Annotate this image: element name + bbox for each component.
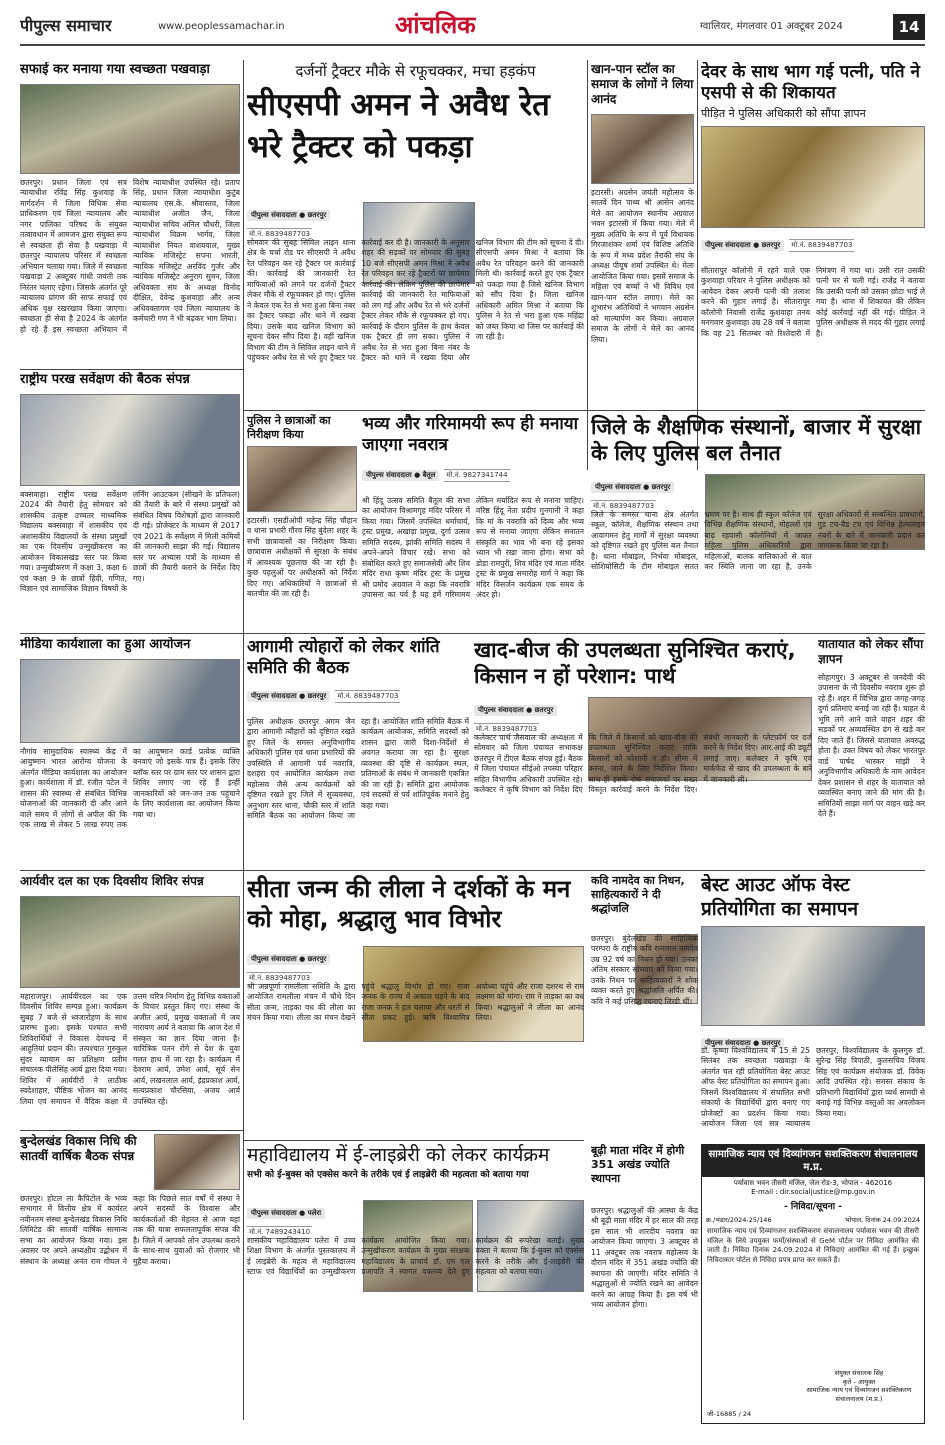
headline: आर्यवीर दल का एक दिवसीय शिविर संपन्न xyxy=(20,874,204,888)
article-budhi-mata xyxy=(591,1144,698,1424)
headline: पुलिस ने छात्राओं का निरीक्षण किया xyxy=(247,414,331,441)
byline: पीपुल्स संवाददाता ● पलेरा xyxy=(247,1208,325,1219)
byline-block xyxy=(701,232,925,254)
article-body: जिले के समस्त थाना क्षेत्र अंतर्गत स्कूल, कॉलेज, शैक्षणिक संस्थान तथा आवागमन हेतु मार्गों में सुरक्षा व्यवस्था को दृष्टिगत रखते हुए पुलिस बल तैनात है। थाना मोबाइल, निर्भया मोबाइल, सोशियोसिटी के टीम मोबाइल सतत भ्रमण पर है। साथ ही स्कूल कॉलेज एवं विभिन्न शैक्षणिक संस्थानों, मोहल्लों एवं बाढ़ रहवासी कॉलोनियों में जाकर महिला पुलिस अधिकारियों द्वारा महिलाओं, बालक बालिकाओं से बात कर स्थिति जाना जा रहा है, उनके सुरक्षा अधिकारों से सम्बन्धित प्रावधानों, गुड टच-बैड टच एवं विभिन्न हेल्पलाइन नंबरों के बारे में जानकारी प्रदान कर जागरूक किया जा रहा है। xyxy=(591,510,925,572)
headline: राष्ट्रीय परख सर्वेक्षण की बैठक संपन्न xyxy=(20,372,190,387)
article-traffic-memo xyxy=(818,637,925,867)
article-poet-tribute xyxy=(591,874,698,1137)
headline: महाविद्यालय में ई-लाइब्रेरी को लेकर कार्यक्रम xyxy=(247,1144,550,1166)
article-sand-tractor xyxy=(247,62,584,407)
article-media-workshop xyxy=(20,637,240,867)
mobile-number: मो.नं. 8839487703 xyxy=(335,690,400,703)
article-body: छतरपुर। बुंदेलखंड की साहित्यिक परम्परा के राष्ट्रीय कवि रत्नलाल नामदेव उम्र 92 वर्ष का निधन हो गया। उनका अंतिम संस्कार सोमवार को किया गया। उनके निधन पर साहित्यकारों ने शोक व्यक्त करते हुए श्रद्धांजलि अर्पित की। कवि ने कई प्रसिद्ध रचनाएं लिखी थीं। xyxy=(591,934,698,1006)
headline: सीएसपी अमन ने अवैध रेत भरे ट्रैक्टर को पकड़ा xyxy=(247,86,550,165)
article-aryaveer-camp xyxy=(20,874,240,1127)
byline-block xyxy=(474,697,584,738)
notice-date: भोपाल, दिनांक 24.09.2024 xyxy=(845,1216,920,1224)
paper-logo xyxy=(20,14,112,36)
article-body: बक्सवाहा। राष्ट्रीय परख सर्वेक्षण 2024 की तैयारी हेतु सोमवार को शासकीय उत्कृष्ट उच्चतर माध्यमिक विद्यालय बक्सवाहा में शासकीय एवं अशासकीय विद्यालयों के संस्था प्रमुखों का एक दिवसीय उन्मुखीकरण का आयोजन विकासखंड स्तर पर किया गया। उन्मुखीकरण में कक्षा 3, कक्षा 6 एवं कक्षा 9 के छात्रों हिंदी, गणित, विज्ञान एवं सामाजिक विज्ञान विषयों के लर्निंग आउटकम (सीखने के प्रतिफल) की तैयारी के बारे में संस्था प्रमुखों को संबंधित विषय विशेषज्ञों द्वारा जानकारी दी गई। प्रोजेक्टर के माध्यम से 2017 एवं 2021 के सर्वेक्षण में मिली कमियों की जानकारी साझा की गई। विद्यालय स्तर पर अभ्यास पत्रों के माध्यम से छात्रों की तैयारी कराने के निर्देश दिए गए। xyxy=(20,490,240,594)
row-divider xyxy=(20,633,925,634)
byline: पीपुल्स संवाददाता ● छतरपुर xyxy=(247,954,330,965)
article-sita-leela xyxy=(247,874,584,1137)
mobile-number: मो.नं. 8839487703 xyxy=(789,239,854,252)
notice-ref: क्र./भंडार/2024-25/146 xyxy=(706,1216,772,1224)
photo xyxy=(591,114,694,184)
site-url[interactable]: www.peoplessamachar.in xyxy=(158,21,285,32)
article-peace-committee xyxy=(247,637,469,867)
article-bundelkhand-nidhi xyxy=(20,1134,240,1424)
row-divider xyxy=(244,1140,584,1141)
article-body: पुलिस अधीक्षक छतरपुर अगम जैन द्वारा आगामी त्यौहारों को दृष्टिगत रखते हुए जिले के समस्त अनुविभागीय अधिकारी पुलिस एवं थाना प्रभारियों की उपस्थिति में आगामी पर्व नवरात्रि, दशहरा एवं आयोजित कार्यक्रम तथा महोत्सव जैसे अन्य कार्यक्रमों को दृष्टिगत रखते हुए जिले में सुव्यवस्था, अनुभाग स्तर थाना, चौकी स्तर में शांति समिति बैठक का आयोजन किया जा रहा है। आयोजित शांति समिति बैठक में कार्यक्रम आयोजक, समिति सदस्यों को शासन द्वारा जारी दिशा-निर्देशों से अवगत कराया जा रहा है। सुरक्षा व्यवस्था की दृष्टि से कार्यक्रम स्थल, प्रतिमाओं के संबंध में जानकारी एकत्रित की जा रही है। समिति द्वारा आयोजक एवं सदस्यों से पर्व शांतिपूर्वक मनाने हेतु कहा गया। xyxy=(247,717,469,821)
article-body: छतरपुर। होटल ला कैपिटोल के भव्य सभागार में वित्तीय क्षेत्र में कार्यरत नवीनतम संस्था बुन्देलखंड विकास निधि लिमिटेड की सातवीं वार्षिक सामान्य सभा का आयोजन किया गया। इस अवसर पर अपने अध्यक्षीय उद्बोधन में संस्थान के अध्यक्ष अनंत राम गोयल ने कहा कि पिछले सात वर्षों में संस्था ने अपने सदस्यों के विश्वास और कार्यकर्ताओं की मेहनत से आज यहां तक की यात्रा सफलतापूर्वक संपन्न की है। जिले में आपको लोन उपलब्ध कराने के साथ-साथ युवाओं को रोजगार भी मुहैया कराया। xyxy=(20,1194,240,1266)
headline: यातायात को लेकर सौंपा ज्ञापन xyxy=(818,637,924,666)
mobile-number: मो.नं. 8839487703 xyxy=(247,228,312,241)
photo xyxy=(20,394,240,486)
tender-notice xyxy=(701,1144,925,1424)
article-wife-eloped xyxy=(701,62,925,407)
section-name: आंचलिक xyxy=(395,11,476,39)
headline: देवर के साथ भाग गई पत्नी, पति ने एसपी से की शिकायत xyxy=(701,62,920,104)
notice-label: - निविदा/सूचना - xyxy=(784,1202,842,1212)
kicker: दर्जनों ट्रैक्टर मौके से रफूचक्कर, मचा हड़कंप xyxy=(295,62,536,80)
photo xyxy=(20,896,240,988)
article-body: छतरपुर। प्रधान जिला एवं सत्र न्यायाधीश रविंद्र सिंह कुशवाह के मार्गदर्शन में जिला विधिक सेवा प्राधिकरण एवं जिला न्यायालय और नगर पालिका परिषद के संयुक्त तत्वावधान में आमजन द्वारा संयुक्त रूप से स्वच्छता ही सेवा है पखवाड़ा में छतरपुर न्यायालय परिसर में स्वच्छता अभियान चलाया गया। जिले में स्वच्छता पखवाड़ा 2 अक्टूबर गांधी जयंती तक निरंतर चलाए रहेगा। जिसके अंतर्गत पूरे न्यायालय प्रांगण की साफ सफाई एवं अधिक वृक्ष रखरखाव किया जाएगा। स्वच्छता ही सेवा है 2024 के अंतर्गत हो रहे हैं इस स्वच्छता अभियान में विशेष न्यायाधीश उपस्थित रहे। प्रताप सिंह, प्रधान जिला न्यायाधीश कुटुंब न्यायालय एस.के. श्रीवास्तव, जिला न्यायाधीश अजीत जैन, जिला न्यायाधीश सचिव अनिल चौधरी, जिला न्यायाधीश विक्रम भार्गव, जिला न्यायाधीश नियत वाशयवाल, मुख्य न्यायिक मजिस्ट्रेट सपना भारती, न्यायिक मजिस्ट्रेट अरविंद गुर्जर और न्यायिक मजिस्ट्रेट अनुराग सुमन, जिला अधिवक्ता संघ के अध्यक्ष विनोद दीक्षित, देवेन्द्र कुशवाहा और अन्य अधिवक्तागण एवं जिला न्यायालय के कर्मचारी गण ने भी बढ़कर भाग लिया। xyxy=(20,178,240,334)
masthead-rule xyxy=(20,44,925,46)
row-divider xyxy=(20,1130,243,1131)
headline: कवि नामदेव का निधन, साहित्यकारों ने दी श्रद्धांजलि xyxy=(591,874,685,915)
headline: जिले के शैक्षणिक संस्थानों, बाजार में सुरक्षा के लिए पुलिस बल तैनात xyxy=(591,415,922,466)
column-divider xyxy=(697,60,698,470)
notice-body: सामाजिक न्याय एवं दिव्यांगजन सशक्तिकरण संचालनालय पर्यावास भवन की तीसरी मंजिल के लिये उपयुक्त फर्मों/संस्थाओं से GeM पोर्टल पर निविदा आमंत्रित की जाती है। निविदा दिनांक 24.09.2024 से निविदाएं आमंत्रित की गई हैं। इच्छुक निविदाकार पोर्टल से निविदा प्रपत्र प्राप्त कर सकते हैं। xyxy=(707,1227,919,1264)
article-body: सीतारापुर कॉलोनी में रहने वाले एक कुशवाहा परिवार ने पुलिस अधीक्षक को आवेदन देकर अपनी पत्नी की तलाश करने की गुहार लगाई है। सीतारापुर कॉलोनी निवासी राजेंद्र कुशवाहा तनय मनगवार कुशवाहा उम्र 28 वर्ष ने बताया कि वह 21 सितम्बर को रिश्तेदारी में निमंत्रण में गया था। उसी रात उसकी पत्नी घर से चली गई। राजेंद्र ने बताया कि उसकी पत्नी को उसका छोटा भाई ले गया है। थाना में शिकायत की लेकिन कोई कार्रवाई नहीं की गई। पीड़ित ने पुलिस अधीक्षक से मदद की गुहार लगाई है। xyxy=(701,266,925,338)
byline-block xyxy=(591,474,701,515)
byline-block xyxy=(247,1200,357,1241)
byline: पीपुल्स संवाददाता ● छतरपुर xyxy=(591,482,674,493)
byline-block xyxy=(247,946,357,987)
article-fertilizer xyxy=(474,637,812,867)
photo xyxy=(701,926,925,1026)
column-divider xyxy=(243,60,244,1420)
mobile-number: मो.नं. 8839487703 xyxy=(247,972,312,985)
notice-sign-3: सामाजिक न्याय एवं दिव्यांगजन सशक्तिकरण संचालनालय (म.प्र.) xyxy=(806,1386,912,1403)
byline: पीपुल्स संवाददाता ● बैतूल xyxy=(362,470,439,481)
notice-address: पर्यावास भवन तीसरी मंजिल, जेल रोड-3, भोपाल - 462016 xyxy=(733,1179,893,1187)
mobile-number: मो.नं. 9827341744 xyxy=(444,469,509,482)
article-body: इटारसी। एसडीओपी महेन्द्र सिंह चौहान व थाना प्रभारी गौरव सिंह बुंदेला शहर के सभी छात्रावासों का निरीक्षण किया। छात्रावास अधीक्षकों से सुरक्षा के संबंध में आवश्यक पूछताछ की जा रही है। कुछ पहलुओं पर अधीक्षकों को निर्देश दिए गए। अधिकारियों ने छात्राओं से बातचीत की जा रही है। xyxy=(247,516,357,599)
article-body: महाराजपुर। आर्यवीरदल का एक दिवसीय शिविर सम्पन्न हुआ। कार्यक्रम सुबह 7 बजे से ध्वजारोहण के साथ प्रारम्भ हुआ। इसके पश्चात सभी शिविरार्थियों ने विकास देवचन्द्र में आहुतियां प्रदान की। तत्पश्चात गुरुकुल सुंदर व्यायाम का प्रशिक्षण प्रतीम संचालक पीलेसिंह आर्य द्वारा दिया गया। शिविर में आर्यवीरों ने लाठीक स्वदेशाहार, पौष्टिक भोजन का आनंद लिया एवं समापन में वैदिक कक्षा में उत्तम चरित्र निर्माण हेतु विभिन्न वक्ताओं के विचार प्रस्तुत किए गए। संस्था के अजीत आर्य, प्रमुख वक्ताओं में जय नारायण आर्य ने बताया कि आज देश में संस्कृत का ज्ञान दिया जाना है। चारित्रिक पतन रोगे से देश के युवा गलत हाथ में जा रहा है। कार्यक्रम में देवराम आर्य, उमेश आर्य, सूर्य सेन आर्य, लखनलाल आर्य, इंद्रप्रकाश आर्य, सत्यप्रकाश चौरसिया, अजय आर्य उपस्थित रहे। xyxy=(20,992,240,1106)
headline: आगामी त्योहारों को लेकर शांति समिति की बैठक xyxy=(247,637,440,679)
row-divider xyxy=(20,870,925,871)
article-navratri xyxy=(362,414,584,630)
byline: पीपुल्स संवाददाता ● छतरपुर xyxy=(247,210,330,221)
headline: बूढ़ी माता मंदिर में होगी 351 अखंड ज्योति स्थापना xyxy=(591,1144,685,1185)
photo xyxy=(20,659,240,743)
photo xyxy=(154,1134,240,1190)
headline: भव्य और गरिमामयी रूप ही मनाया जाएगा नवरात्र xyxy=(362,414,579,456)
row-divider xyxy=(244,410,587,411)
article-best-out-of-waste xyxy=(701,874,925,1137)
mobile-number: मो.नं. 7489243410 xyxy=(247,1226,312,1239)
headline: मीडिया कार्यशाला का हुआ आयोजन xyxy=(20,637,191,652)
byline-block xyxy=(247,683,469,705)
article-food-stall xyxy=(591,62,694,407)
article-body: कलेक्टर पार्थ जैसवाल की अध्यक्षता में सोमवार को जिला पंचायत सभाकक्ष छतरपुर में टीएल बैठक संपन्न हुई। बैठक में जिला पंचायत सीईओ तपस्या परिहार सहित विभागीय अधिकारी उपस्थित रहे। कलेक्टर ने कृषि विभाग को निर्देश दिए कि जिले में किसानों को खाद-बीज की उपलब्धता सुनिश्चित कराएं ताकि किसानों को परेशानी न हो। सीमा में करना, जाने के लिए निर्देशित किया। साथ ही इसके रोक संचालकों पर सख्त विस्तृत कार्रवाई करने के निर्देश दिए। संबंधी जानकारी के प्लेटफ़ॉर्म पर दर्ज करने के निर्देश दिए। आर.आई की ड्यूटी लगाई जाए। कलेक्टर ने कृषि एवं मार्कफेड से खाद की उपलब्धता के बारे में जानकारी ली। xyxy=(474,733,812,795)
article-swachhata xyxy=(20,62,240,367)
article-body: सोमवार की सुबह सिविल लाइन थाना क्षेत्र के चर्चा रोड पर सीएसपी ने अवैध रेत परिवहन कर रहे ट्रैक्टर पर कार्रवाई की। कार्रवाई की जानकारी रेत माफियाओं को लगने पर दर्जनों ट्रैक्टर लेकर मौके से रफूचक्कर हो गए। पुलिस ने केवल एक रेत से भरा हुआ बिना नंबर का ट्रैक्टर पकड़ा और थाने में रखवा दिया। उसके बाद खनिज विभाग को सूचना देकर सौंप दिया है। वहीं खनिज विभाग की टीम ने सिविल लाइन थाने में पहुंचकर अवैध रेत से भरे हुए ट्रैक्टर पर कार्रवाई कर दी है। जानकारी के अनुसार शहर की सड़कों पर सोमवार की सुबह 10 बजे सीएसपी अमन मिश्रा ने अवैध रेत परिवहन कर रहे ट्रैक्टरों पर छापेमार कार्रवाई की। लेकिन पुलिस की छापेमार कार्रवाई की जानकारी रेत माफियाओं को लग गई और अवैध रेत से भरे दर्जनों ट्रैक्टर लेकर मौके से रफूचक्कर हो गए। कार्रवाई के दौरान पुलिस के हाथ केवल एक ट्रैक्टर ही लग सका। पुलिस ने अवैध रेत से भरा हुआ बिना नंबर के ट्रैक्टर को थाने में रखवा दिया और खनिज विभाग की टीम को सूचना दे दी। सीएसपी अमन मिश्रा ने बताया कि अवैध रेत परिवहन करने की जानकारी मिली थी। कार्रवाई करते हुए एक ट्रैक्टर को पकड़ा गया है जिसे खनिज विभाग को सौंप दिया है। जिला खनिज अधिकारी अमित मिश्रा ने बताया कि पुलिस ने रेत से भरा हुआ एक महिंद्रा को जब्त किया था जिस पर कार्रवाई की जा रही है। xyxy=(247,238,584,363)
headline: सफाई कर मनाया गया स्वच्छता पखवाड़ा xyxy=(20,62,210,77)
headline: बुन्देलखंड विकास निधि की सातवीं वार्षिक बैठक संपन्न xyxy=(20,1134,137,1163)
headline: खाद-बीज की उपलब्धता सुनिश्चित कराएं, किसान न हों परेशान: पार्थ xyxy=(474,638,796,689)
deck: पीड़ित ने पुलिस अधिकारी को सौंपा ज्ञापन xyxy=(701,106,866,120)
byline: पीपुल्स संवाददाता ● छतरपुर xyxy=(247,691,330,702)
photo xyxy=(701,126,925,228)
deck: सभी को ई-बुक्स को एक्सेस करने के तरीके एवं ई लाइब्रेरी की महत्वता को बताया गया xyxy=(247,1169,529,1180)
article-body: डॉ. कृष्णा विश्वविद्यालय में 15 से 25 सितंबर तक स्वच्छता पखवाड़ा के अंतर्गत चल रही प्रतियोगिता बेस्ट आउट ऑफ वेस्ट प्रतियोगिता का समापन हुआ। जिसमें विश्वविद्यालय में संचालित सभी संकायों के विद्यार्थियों द्वारा बनाए गए प्रोजेक्टों का प्रदर्शन किया गया। आयोजन जिला एवं सत्र न्यायालय छतरपुर, विश्वविद्यालय के कुलगुरु डॉ. सुरेन्द्र सिंह त्रिपाठी, कुलसचिव विजय सिंह एवं कार्यक्रम संयोजक डॉ. विवेक आदि उपस्थित रहे। समस्त संकाय के प्रतिभागी विद्यार्थियों द्वारा व्यर्थ सामग्री से बनाई गई विभिन्न वस्तुओं का अवलोकन किया गया। xyxy=(701,1046,925,1129)
mobile-number: मो.नं. 8839487703 xyxy=(591,500,656,513)
notice-title: सामाजिक न्याय एवं दिव्यांगजन सशक्तिकरण संचालनालय म.प्र. xyxy=(702,1145,924,1177)
photo xyxy=(20,84,240,174)
article-police-hostel xyxy=(247,414,357,630)
masthead xyxy=(0,0,945,46)
article-parakh-survey xyxy=(20,372,240,630)
article-e-library xyxy=(247,1144,584,1424)
headline: सीता जन्म की लीला ने दर्शकों के मन को मोहा, श्रद्धालु भाव विभोर xyxy=(247,875,571,933)
article-body: श्री अन्नपूर्णा रामलीला समिति के द्वारा आयोजित रामलीला मंचन में चौथे दिन सीता जन्म, ताड़का वध की लीला का मंचन किया गया। लीला का मंचन देखने पहुंचे श्रद्धालु विभोर हो गए। राजा जनक के राज्य में अकाल पड़ने के बाद राजा जनक ने हल चलाया और धरती से सीता प्रकट हुई। ऋषि विश्वामित्र अयोध्या पहुंचे और राजा दशरथ से राम लक्ष्मण को मांगा। राम ने ताड़का का वध किया। श्रद्धालुओं ने लीला का आनंद लिया। xyxy=(247,982,584,1023)
notice-code: जी-16885 / 24 xyxy=(707,1410,752,1418)
byline-block xyxy=(247,202,357,243)
byline: पीपुल्स संवाददाता ● छतरपुर xyxy=(474,705,557,716)
byline-block xyxy=(362,462,584,484)
byline: पीपुल्स संवाददाता ● छतरपुर xyxy=(701,240,784,251)
notice-sign-1: संयुक्त संचालक सिंह xyxy=(834,1369,884,1378)
column-divider xyxy=(587,60,588,470)
article-body: नौगांव सामुदायिक स्वास्थ्य केंद्र में आयुष्मान भारत आरोग्य योजना के अंतर्गत मीडिया कार्यशाला का आयोजन हुआ। कार्यशाला में डॉ. रंजीत पटेल ने शासन की स्वास्थ्य से संबंधित विभिन्न योजनाओं की जानकारी दी और आने वाले समय में लोगों से अपील की कि एक लाख से लेकर 5 लाख रुपए तक का आयुष्मान कार्ड प्रत्येक व्यक्ति बनवाएं जो इसके पात्र हैं। इसके लिए ब्लॉक स्तर पर ग्राम स्तर पर शासन द्वारा शिविर लगाए जा रहे हैं इन्हीं जानकारियों को जन-जन तक पहुंचाने के लिए कार्यशाला का आयोजन किया गया था। xyxy=(20,747,240,830)
article-body: श्री हिंदू उत्सव समिति बैतूल की सभा का आयोजन विश्रामगृह मंदिर परिसर में किया गया। जिसमें उपस्थित धर्माचार्य, ट्रस्ट प्रमुख, अखाड़ा प्रमुख, दुर्गा उत्सव समिति सदस्य, झांकी समिति सदस्य ने अपने-अपने विचार रखे। सभा को संबोधित करते हुए समाजसेवी और शिव मंदिर राधा कृष्ण मंदिर ट्रस्ट के प्रमुख श्री प्रमोद अग्रवाल ने कहा कि नवरात्रि उपासना का पर्व है यह हमें गरिमामय लेकिन मर्यादित रूप से मनाना चाहिए। वरिष्ठ हिंदू नेता प्रदीप गुनगानी ने कहा कि मां के नवरात्रि को दिव्य और भव्य रूप से मनाया जाएगा लेकिन सनातन संस्कृति का भाव भी बना रहे इसका ध्यान भी रखा जाना होगा। सभा को डोडा रामपुरी, शिव मंदिर एवं माता मंदिर ट्रस्ट के प्रमुख समारोह मार्ग ने कहा कि मंदिर विसर्जन कार्यक्रम एक समय के अंदर हो। xyxy=(362,496,584,600)
page-number: 14 xyxy=(893,14,925,40)
headline: बेस्ट आउट ऑफ वेस्ट प्रतियोगिता का समापन xyxy=(701,874,859,920)
article-body: छतरपुर। श्रद्धालुओं की आस्था के केंद्र श्री बूढ़ी माता मंदिर में हर साल की तरह इस साल भी शारदीय नवरात्र का आयोजन किया जाएगा। 3 अक्टूबर से 11 अक्टूबर तक नवरात्र महोत्सव के दौरान मंदिर में 351 अखंड ज्योति की स्थापना की जाएगी। मंदिर समिति ने श्रद्धालुओं से ज्योति रखने का आवेदन करने का आग्रह किया है। इस वर्ष भी भव्य आयोजन होगा। xyxy=(591,1206,698,1310)
row-divider xyxy=(20,369,243,370)
mobile-number: मो.नं. 8839487703 xyxy=(474,723,539,736)
row-divider xyxy=(587,410,925,411)
article-body: इटारसी। अग्रसेन जयंती महोत्सव के सातवें दिन पाथ्य श्री आसेन आनंद मेले का आयोजन स्थानीय अग्रवाल भवन इटारसी में किया गया। मेले में मुख्य अतिथि के रूप में पूर्व विधायक गिरजाशंकर शर्मा एवं विशिष्ट अतिथि के रूप में मध्य प्रदेश तैराकी संघ के अध्यक्ष पीयूष शर्मा उपस्थित थे। मेला आयोजित किया गया। इसमें समाज के महिला एवं बच्चों ने भी विविध एवं खान-पान स्टॉल लगाए। मेले का शुभारंभ अतिथियों ने भगवान अग्रसेन को माल्यार्पण कर किया। अग्रवाल समाज के लोगों ने मेले का आनंद लिया। xyxy=(591,188,694,344)
article-body: सोहागपुर। 3 अक्टूबर से जनदेवी की उपासना के नौ दिवसीय नवरात्र शुरू हो रहे हैं। शहर में विभिन्न द्वारा जगह-जगह दुर्गा प्रतिमाएं बनाई जा रही हैं। चाहत ये भूमि लगे आने वाले वाहन शहर की सड़कों पर अव्यवस्थित ढंग से खड़े कर दिए जाते हैं। जिससे यातायात अवरुद्ध होता है। उक्त विषय को लेकर भारतपुर वार्ड पार्षद भास्कर मांझी ने अनुविभागीय अधिकारी के नाम आवेदन देकर प्रशासन से शहर के यातायात को व्यवस्थित बनाए जाने की मांग की है। समितियों साझा मार्ग पर वाहन खड़े कर देते हैं। xyxy=(818,673,925,819)
article-body: शासकीय महाविद्यालय पलेरा में उच्च शिक्षा विभाग के अंतर्गत पुस्तकालय में ई लाइब्रेरी के महत्व से महाविद्यालय स्टाफ एवं विद्यार्थियों का उन्मुखीकरण कार्यक्रम आयोजित किया गया। उन्मुखीकरण कार्यक्रम के मुख्य संरक्षक महाविद्यालय के प्राचार्य डॉ. एम एल प्रजापति ने स्वागत वक्तव्य देते हुए कार्यक्रम की रूपरेखा बताई। मुख्य वक्ता ने बताया कि ई-बुक्स को एक्सेस करने के तरीके और ई-लाइब्रेरी की महत्वता को बताया गया। xyxy=(247,1236,584,1277)
photo xyxy=(247,446,357,512)
notice-sign-2: कृते - आयुक्त xyxy=(842,1377,876,1386)
notice-email: E-mail : dir.socialjustice@mp.gov.in xyxy=(751,1188,875,1196)
byline: पीपुल्स संवाददाता ● छतरपुर xyxy=(701,1038,784,1049)
paper-name: पीपुल्स समाचार xyxy=(20,16,112,35)
headline: खान-पान स्टॉल का समाज के लोगों ने लिया आनंद xyxy=(591,62,694,106)
article-police-security xyxy=(591,414,925,630)
dateline: ग्वालियर, मंगलवार 01 अक्टूबर 2024 xyxy=(700,21,843,32)
